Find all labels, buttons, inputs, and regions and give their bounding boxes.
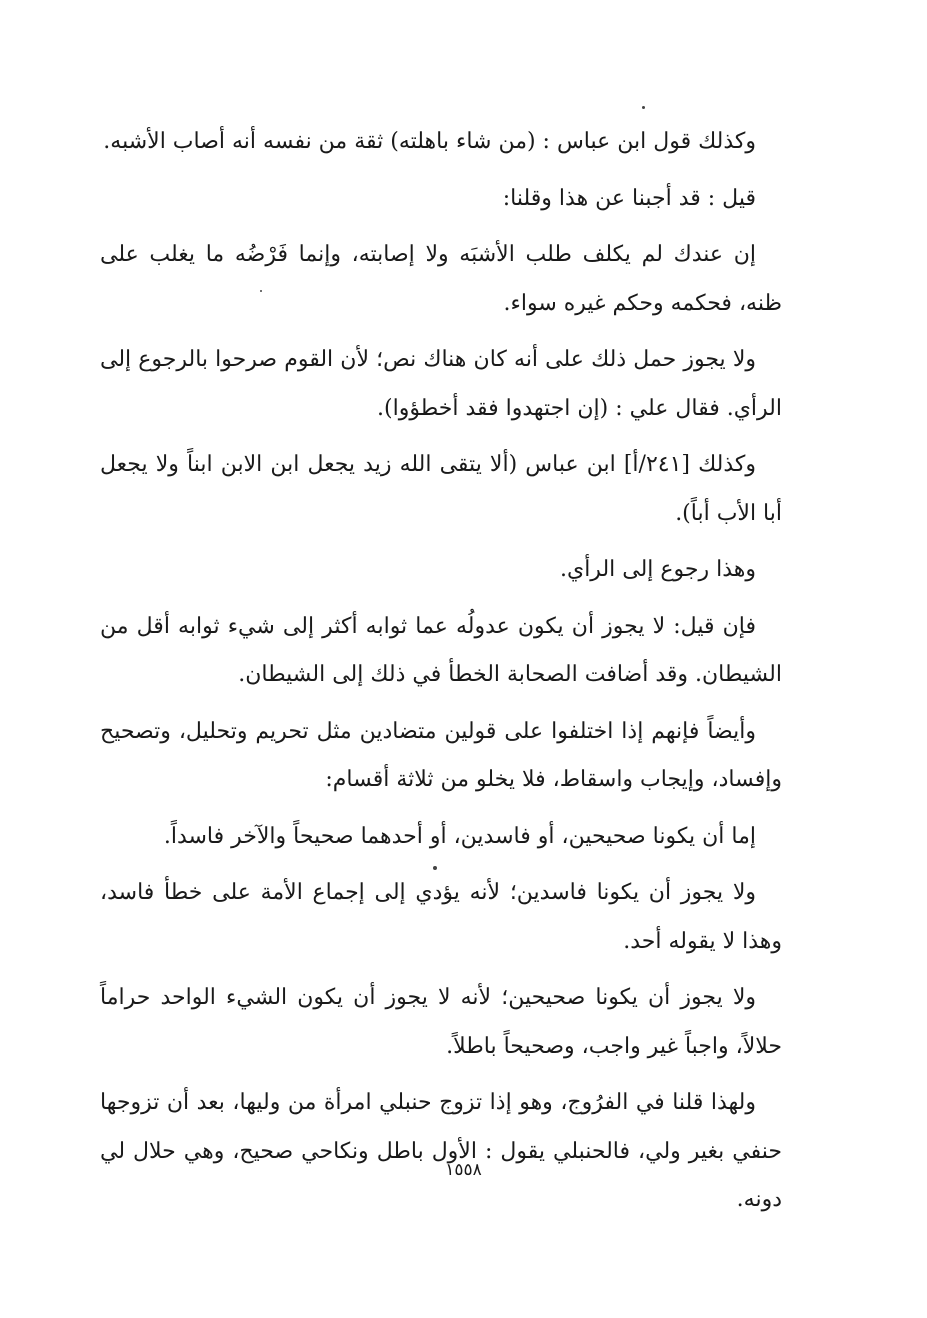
paragraph-11: ولا يجوز أن يكونا صحيحين؛ لأنه لا يجوز أن يكون الشيء الواحد حراماً حلالاً، واجباً غير واجب، وصحيحاً باطلاً. <box>100 985 782 1059</box>
scan-speck <box>642 106 645 109</box>
paragraph-4: ولا يجوز حمل ذلك على أنه كان هناك نص؛ لأن القوم صرحوا بالرجوع إلى الرأي. فقال علي : (إن اجتهدوا فقد أخطؤوا). <box>100 347 782 421</box>
paragraph-6: وهذا رجوع إلى الرأي. <box>559 557 756 582</box>
paragraph-7: فإن قيل: لا يجوز أن يكون عدولُه عما ثوابه أكثر إلى شيء ثوابه أقل من الشيطان. وقد أضافت الصحابة الخطأ في ذلك إلى الشيطان. <box>100 613 782 687</box>
scan-speck <box>260 290 262 292</box>
paragraph-3: إن عندك لم يكلف طلب الأشبَه ولا إصابته، وإنما فَرْضُه ما يغلب على ظنه، فحكمه وحكم غيره سواء. <box>100 242 782 316</box>
paragraph-12: ولهذا قلنا في الفرُوج، وهو إذا تزوج حنبلي امرأة من وليها، بعد أن تزوجها حنفي بغير ولي، فالحنبلي يقول : الأول باطل ونكاحي صحيح، وهي حلال لي دونه. <box>100 1090 782 1212</box>
paragraph-1: وكذلك قول ابن عباس : (من شاء باهلته) ثقة من نفسه أنه أصاب الأشبه. <box>103 129 756 154</box>
paragraph-8: وأيضاً فإنهم إذا اختلفوا على قولين متضادين مثل تحريم وتحليل، وتصحيح وإفساد، وإيجاب واسقاط، فلا يخلو من ثلاثة أقسام: <box>100 718 782 792</box>
page-number: ١٥٥٨ <box>445 1160 482 1180</box>
paragraph-10: ولا يجوز أن يكونا فاسدين؛ لأنه يؤدي إلى إجماع الأمة على خطأ فاسد، وهذا لا يقوله أحد. <box>100 880 782 954</box>
scan-speck <box>433 866 437 870</box>
body-text <box>100 118 782 1225</box>
paragraph-2: قيل : قد أجبنا عن هذا وقلنا: <box>502 185 756 211</box>
paragraph-9: إما أن يكونا صحيحين، أو فاسدين، أو أحدهما صحيحاً والآخر فاسداً. <box>163 823 756 849</box>
paragraph-5: وكذلك [٢٤١/أ] ابن عباس (ألا يتقى الله زيد يجعل ابن الابن ابناً ولا يجعل أبا الأب أباً). <box>100 452 782 526</box>
